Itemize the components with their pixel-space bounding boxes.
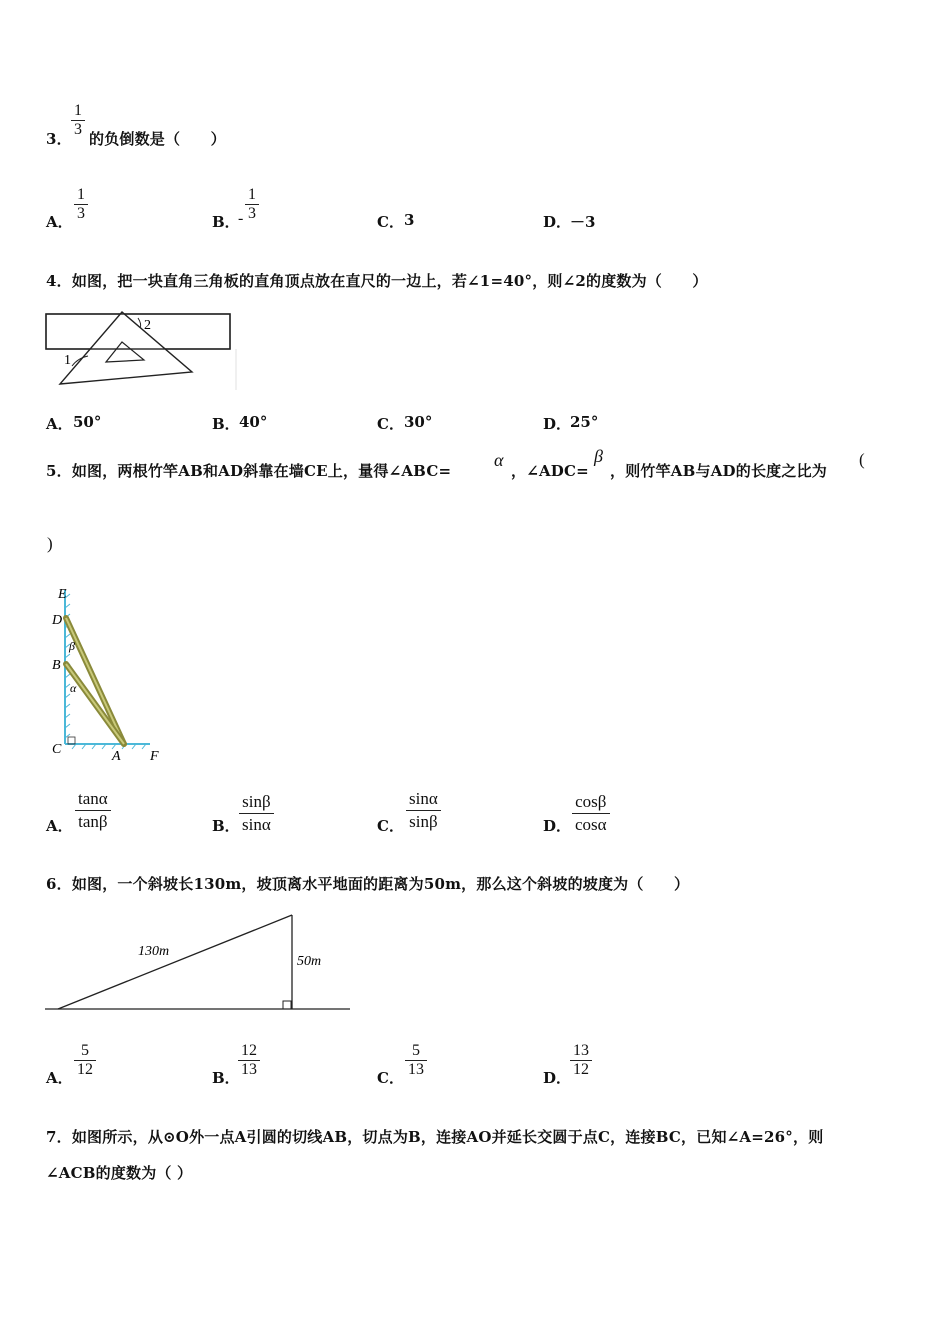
q5-option-d-numerator: cosβ — [575, 792, 607, 811]
q5-open-paren: ( — [859, 450, 865, 469]
q5-option-c-label: C． — [377, 817, 404, 835]
q5-option-a-label: A． — [46, 817, 73, 835]
q3-option-c-text: 3 — [404, 211, 415, 229]
label-beta: β — [69, 639, 75, 653]
q5-option-b-numerator: sinβ — [242, 792, 271, 811]
q3-option-b-sign: - — [238, 210, 244, 227]
q6-option-c-numerator: 5 — [412, 1042, 420, 1059]
label-alpha: α — [70, 681, 77, 695]
q5-option-d-denominator: cosα — [575, 815, 607, 834]
q6-option-b-numerator: 12 — [241, 1042, 257, 1059]
q4-option-d-text: 25° — [570, 413, 599, 431]
slope-length-label: 130m — [138, 944, 170, 959]
q3-fraction-denominator: 3 — [74, 121, 82, 138]
q3-option-a-numerator: 1 — [77, 186, 85, 203]
right-angle-mark — [283, 1001, 291, 1009]
q4-option-c-text: 30° — [404, 413, 433, 431]
q6-option-b-label: B． — [212, 1069, 240, 1087]
q3-fraction-numerator: 1 — [74, 102, 82, 119]
q3-option-d-text: －3 — [570, 213, 596, 231]
q5-option-a-denominator: tanβ — [78, 812, 108, 831]
q3-fraction — [71, 102, 85, 139]
q6-option-d-label: D． — [543, 1069, 572, 1087]
q6-option-c-fraction — [405, 1042, 427, 1079]
label-e: E — [58, 587, 67, 602]
q6-option-d-denominator: 12 — [573, 1061, 589, 1078]
q4-option-a-text: 50° — [73, 413, 102, 431]
q6-slope-figure — [44, 910, 354, 1016]
q5-option-c-numerator: sinα — [409, 789, 438, 808]
label-d: D — [52, 613, 63, 628]
q5-stem-alpha: α — [494, 450, 504, 470]
label-f: F — [150, 749, 159, 764]
q6-option-a-numerator: 5 — [81, 1042, 89, 1059]
q6-option-c-denominator: 13 — [408, 1061, 424, 1078]
q3-number: 3． — [46, 130, 72, 148]
q4-stem: 4．如图，把一块直角三角板的直角顶点放在直尺的一边上，若∠1=40°，则∠2的度数为（ ） — [46, 272, 708, 290]
label-a: A — [112, 749, 121, 764]
set-square-outer — [60, 312, 192, 384]
q3-option-b-denominator: 3 — [248, 205, 256, 222]
label-c: C — [52, 742, 62, 757]
q3-option-b-fraction — [245, 186, 259, 223]
right-angle-mark — [68, 737, 75, 744]
q5-bamboo-poles-figure — [44, 584, 174, 766]
q5-stem-part2: ，∠ADC= — [511, 462, 589, 480]
q5-option-d-fraction — [572, 791, 610, 836]
q6-option-d-fraction — [570, 1042, 592, 1079]
q5-option-b-denominator: sinα — [242, 815, 271, 834]
q5-stem-part1: 5．如图，两根竹竿AB和AD斜靠在墙CE上，量得∠ABC= — [46, 462, 452, 480]
q6-option-b-fraction — [238, 1042, 260, 1079]
q6-option-a-denominator: 12 — [77, 1061, 93, 1078]
q5-option-b-label: B． — [212, 817, 240, 835]
q7-stem-line1: 7．如图所示，从⊙O外一点A引圆的切线AB，切点为B，连接AO并延长交圆于点C，连接BC，已知∠A=26°，则 — [46, 1128, 824, 1146]
q6-option-c-label: C． — [377, 1069, 404, 1087]
q3-option-b-numerator: 1 — [248, 186, 256, 203]
q5-option-d-label: D． — [543, 817, 572, 835]
q4-ruler-triangle-figure — [44, 308, 238, 392]
q5-stem-part3: ，则竹竿AB与AD的长度之比为 — [610, 462, 827, 480]
q3-stem: 的负倒数是（ ） — [89, 130, 226, 148]
label-b: B — [52, 658, 61, 673]
q6-option-d-numerator: 13 — [573, 1042, 589, 1059]
slope-line — [58, 915, 292, 1009]
q3-option-a-fraction — [74, 186, 88, 223]
q3-option-c-label: C． — [377, 213, 404, 231]
q3-option-a-denominator: 3 — [77, 205, 85, 222]
height-label: 50m — [297, 954, 322, 969]
q4-option-b-label: B． — [212, 415, 240, 433]
q4-option-d-label: D． — [543, 415, 572, 433]
q5-option-a-numerator: tanα — [78, 789, 108, 808]
q6-option-b-denominator: 13 — [241, 1061, 257, 1078]
angle-2-label: 2 — [144, 318, 151, 333]
q5-option-c-denominator: sinβ — [409, 812, 438, 831]
q3-option-b-label: B． — [212, 213, 240, 231]
q5-stem-beta: β — [594, 446, 603, 466]
q6-stem: 6．如图，一个斜坡长130m，坡顶离水平地面的距离为50m，那么这个斜坡的坡度为（ ） — [46, 875, 690, 893]
q3-option-d-label: D． — [543, 213, 572, 231]
q3-option-a-label: A． — [46, 213, 73, 231]
q6-option-a-fraction — [74, 1042, 96, 1079]
q5-option-c-fraction — [406, 788, 441, 833]
angle-1-label: 1 — [64, 353, 71, 368]
q4-option-a-label: A． — [46, 415, 73, 433]
q4-option-b-text: 40° — [239, 413, 268, 431]
q5-close-paren: ) — [47, 534, 53, 553]
q7-stem-line2: ∠ACB的度数为（ ） — [46, 1164, 193, 1182]
q5-option-a-fraction — [75, 788, 111, 833]
q5-option-b-fraction — [239, 791, 274, 836]
q4-option-c-label: C． — [377, 415, 404, 433]
q6-option-a-label: A． — [46, 1069, 73, 1087]
